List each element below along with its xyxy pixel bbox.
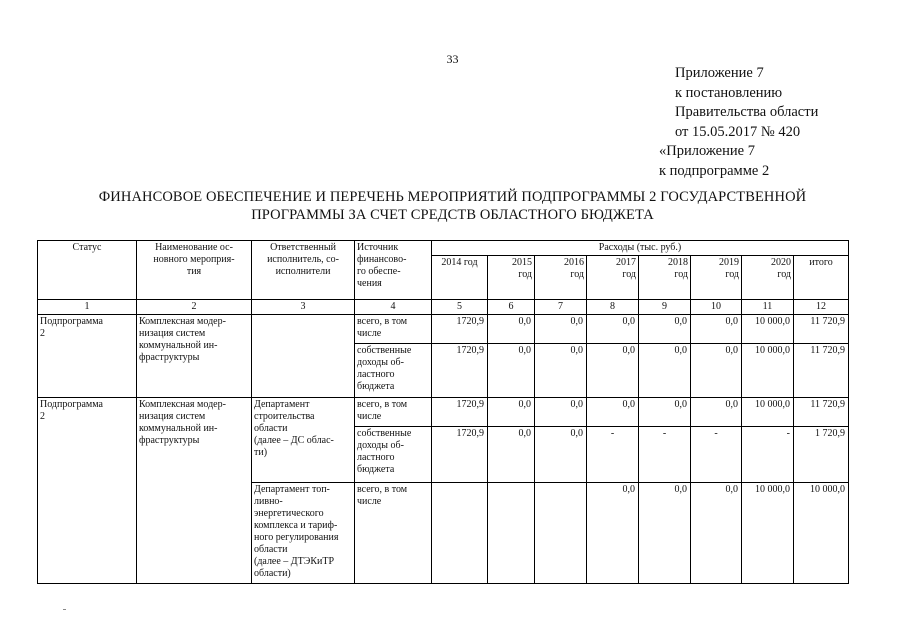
col-number: 11 [742,300,794,315]
title-line-2: ПРОГРАММЫ ЗА СЧЕТ СРЕДСТВ ОБЛАСТНОГО БЮДЖЕТА [251,207,654,223]
value-cell [488,483,535,584]
col-number: 10 [691,300,742,315]
value-cell: 10 000,0 [742,344,794,398]
value-cell: 0,0 [587,344,639,398]
value-cell: 0,0 [587,483,639,584]
value-cell: 0,0 [639,344,691,398]
value-cell: 1720,9 [432,398,488,427]
status-cell: Подпрограмма 2 [38,315,137,398]
header-expenses: Расходы (тыс. руб.) [432,241,849,256]
value-cell: - [742,427,794,483]
col-number: 6 [488,300,535,315]
value-cell: 0,0 [639,398,691,427]
header-year-2017: 2017 год [587,256,639,300]
value-cell [432,483,488,584]
header-year-2014: 2014 год [432,256,488,300]
value-cell: - [639,427,691,483]
header-row-1 [38,241,849,256]
header-executor: Ответственный исполнитель, со- исполнители [252,241,355,300]
appendix-line-4: от 15.05.2017 № 420 [675,123,801,140]
header-status: Статус [38,241,137,300]
value-cell [535,483,587,584]
header-name: Наименование ос- новного мероприя- тия [137,241,252,300]
total-cell: 10 000,0 [794,483,849,584]
header-year-2019: 2019 год [691,256,742,300]
value-cell: 0,0 [691,344,742,398]
total-cell: 1 720,9 [794,427,849,483]
value-cell: 0,0 [488,398,535,427]
value-cell: - [587,427,639,483]
table-row [38,398,849,427]
value-cell: 0,0 [535,315,587,344]
appendix-line-2: к постановлению [675,84,783,101]
appendix-line-6: к подпрограмме 2 [659,162,770,179]
col-number: 2 [137,300,252,315]
value-cell: 0,0 [691,483,742,584]
activity-name-cell: Комплексная модер- низация систем коммунальной ин- фраструктуры [137,315,252,398]
document-title [40,188,865,224]
value-cell: 1720,9 [432,344,488,398]
column-number-row [38,300,849,315]
value-cell: 0,0 [639,315,691,344]
page-number: 33 [446,52,459,66]
value-cell: 0,0 [535,398,587,427]
executor-cell: Департамент топ- ливно- энергетического комплекса и тариф- ного регулирования области (далее – ДТЭКиТР области) [252,483,355,584]
executor-cell [252,315,355,398]
value-cell: 1720,9 [432,427,488,483]
value-cell: 1720,9 [432,315,488,344]
total-cell: 11 720,9 [794,344,849,398]
title-line-1: ФИНАНСОВОЕ ОБЕСПЕЧЕНИЕ И ПЕРЕЧЕНЬ МЕРОПРИЯТИЙ ПОДПРОГРАММЫ 2 ГОСУДАРСТВЕННОЙ [98,189,807,205]
source-cell: всего, в том числе [355,398,432,427]
table-row [38,315,849,344]
header-total: итого [794,256,849,300]
col-number: 3 [252,300,355,315]
header-source: Источник финансово- го обеспе- чения [355,241,432,300]
col-number: 7 [535,300,587,315]
header-year-2015: 2015 год [488,256,535,300]
value-cell: - [691,427,742,483]
header-year-2018: 2018 год [639,256,691,300]
col-number: 5 [432,300,488,315]
executor-cell: Департамент строительства области (далее – ДС облас- ти) [252,398,355,483]
source-cell: собственные доходы об- ластного бюджета [355,344,432,398]
source-cell: всего, в том числе [355,315,432,344]
value-cell: 0,0 [691,315,742,344]
appendix-block [643,64,818,181]
value-cell: 0,0 [691,398,742,427]
value-cell: 0,0 [488,315,535,344]
appendix-line-1: Приложение 7 [675,65,764,81]
status-cell: Подпрограмма 2 [38,398,137,584]
source-cell: собственные доходы об- ластного бюджета [355,427,432,483]
total-cell: 11 720,9 [794,398,849,427]
appendix-line-5: «Приложение 7 [659,143,755,159]
source-cell: всего, в том числе [355,483,432,584]
value-cell: 0,0 [535,344,587,398]
col-number: 12 [794,300,849,315]
scan-dot [63,609,66,610]
financing-table [37,240,849,584]
value-cell: 0,0 [587,398,639,427]
value-cell: 0,0 [639,483,691,584]
value-cell: 10 000,0 [742,315,794,344]
col-number: 1 [38,300,137,315]
value-cell: 0,0 [488,344,535,398]
value-cell: 10 000,0 [742,398,794,427]
value-cell: 0,0 [535,427,587,483]
value-cell: 10 000,0 [742,483,794,584]
header-year-2016: 2016 год [535,256,587,300]
appendix-line-3: Правительства области [675,104,819,120]
total-cell: 11 720,9 [794,315,849,344]
col-number: 4 [355,300,432,315]
activity-name-cell: Комплексная модер- низация систем коммунальной ин- фраструктуры [137,398,252,584]
col-number: 9 [639,300,691,315]
header-year-2020: 2020 год [742,256,794,300]
value-cell: 0,0 [587,315,639,344]
col-number: 8 [587,300,639,315]
value-cell: 0,0 [488,427,535,483]
